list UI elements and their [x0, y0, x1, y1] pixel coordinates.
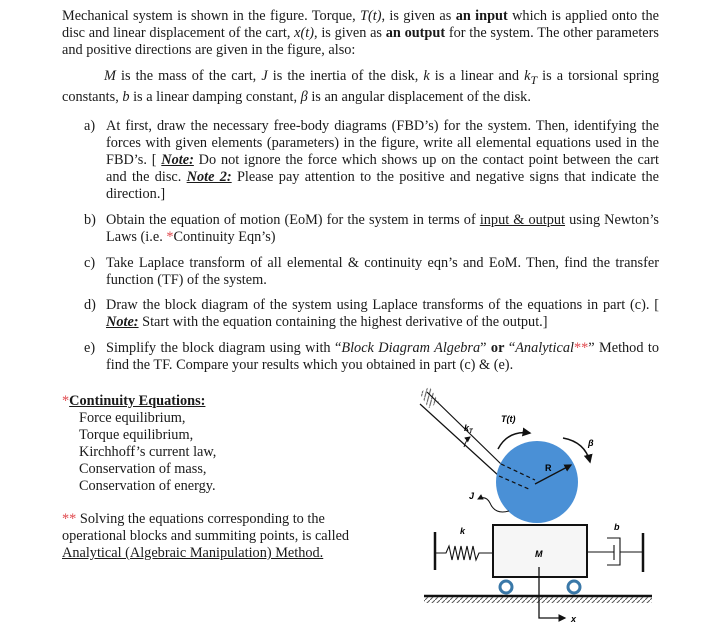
text: T	[530, 72, 538, 87]
text: ” Method to find the TF. Compare your results which you obtained in part (c) & (e).	[106, 340, 660, 373]
item-label: c)	[84, 255, 96, 271]
kt-label: $k_T$	[464, 423, 473, 435]
text: *	[62, 393, 70, 409]
text: or	[490, 340, 505, 356]
radius-label: R	[545, 463, 552, 473]
spring-icon	[435, 546, 493, 560]
kt-pointer	[464, 437, 470, 447]
text: , is given as	[381, 8, 456, 24]
list-item: Conservation of mass,	[79, 461, 207, 477]
text: x(t)	[294, 25, 315, 41]
wheel	[500, 581, 512, 593]
damper-label: b	[614, 522, 620, 532]
text: Continuity Eqn’s)	[173, 229, 276, 245]
wheel	[568, 581, 580, 593]
text: Solving the equations corresponding to the operational blocks and summiting points, is called	[62, 511, 350, 544]
item-label: e)	[84, 340, 96, 356]
text: input & output	[479, 212, 566, 228]
text: Block Diagram Algebra	[341, 340, 481, 356]
ground-hatch	[424, 597, 652, 603]
mass-label: M	[535, 549, 543, 559]
displacement-label: x	[571, 614, 577, 624]
text: Note 2:	[186, 169, 232, 185]
text: **	[573, 340, 589, 356]
torque-label: T(t)	[501, 414, 516, 424]
continuity-heading: Continuity Equations:	[69, 393, 206, 409]
text: At first, draw the necessary free-body diagrams (FBD’s) for the system. Then, identifying the forces with given elements (parameters) in the figure, write all elemental equations used in the FBD’s. [	[106, 118, 659, 168]
text: Analytical	[515, 340, 574, 356]
text: “	[504, 340, 516, 356]
text: using Newton’s Laws (i.e.	[106, 212, 659, 245]
text: for the system. The other parameters and positive directions are given in the figure, also:	[62, 25, 659, 58]
inertia-label: J	[469, 491, 475, 501]
text: is a linear and	[429, 68, 525, 84]
item-label: b)	[84, 212, 96, 228]
damper-icon	[587, 538, 643, 565]
text: an output	[385, 25, 446, 41]
text: is an angular displacement of the disk.	[307, 88, 531, 105]
text: T(t)	[360, 8, 382, 24]
list-item: Kirchhoff’s current law,	[79, 444, 217, 460]
item-label: d)	[84, 297, 96, 313]
text: an input	[455, 8, 508, 24]
text: Draw the block diagram of the system using Laplace transforms of the equations in part (c). [	[106, 297, 659, 313]
text: is the inertia of the disk,	[267, 68, 424, 84]
item-label: a)	[84, 118, 96, 134]
text: Note:	[106, 314, 139, 330]
text: Start with the equation containing the highest derivative of the output.]	[138, 314, 548, 330]
list-item: Conservation of energy.	[79, 478, 216, 494]
text: k	[524, 68, 531, 84]
text: *	[166, 229, 174, 245]
text: Note:	[161, 152, 194, 168]
beta-label: β	[588, 438, 594, 448]
text: which is applied onto the disc and linear displacement of the cart,	[62, 8, 659, 41]
text: M	[104, 68, 116, 84]
text: k	[423, 68, 430, 84]
text: Do not ignore the force which shows up on the contact point between the cart and the disc.	[106, 152, 659, 185]
wall-hatch	[419, 387, 438, 409]
list-item: Torque equilibrium,	[79, 427, 194, 443]
text: , is given as	[314, 25, 386, 41]
text: Analytical (Algebraic Manipulation) Method.	[62, 545, 324, 561]
text: Obtain the equation of motion (EoM) for the system in terms of	[106, 212, 480, 228]
text: Mechanical system is shown in the figure. Torque,	[62, 8, 361, 24]
text: β	[300, 88, 308, 105]
text: **	[62, 511, 77, 527]
text: ”	[480, 340, 491, 356]
spring-label: k	[460, 526, 466, 536]
text: J	[261, 68, 268, 84]
text: Take Laplace transform of all elemental & continuity eqn’s and EoM. Then, find the transfer function (TF) of the system.	[106, 255, 659, 288]
text: is a torsional spring constants,	[62, 68, 659, 105]
text: Please pay attention to the positive and negative signs that indicate the direction.]	[106, 169, 660, 202]
text: is the mass of the cart,	[115, 68, 262, 84]
text: is a linear damping constant,	[129, 88, 301, 105]
text: Simplify the block diagram using with “	[106, 340, 342, 356]
list-item: Force equilibrium,	[79, 410, 186, 426]
text: b	[122, 88, 130, 105]
